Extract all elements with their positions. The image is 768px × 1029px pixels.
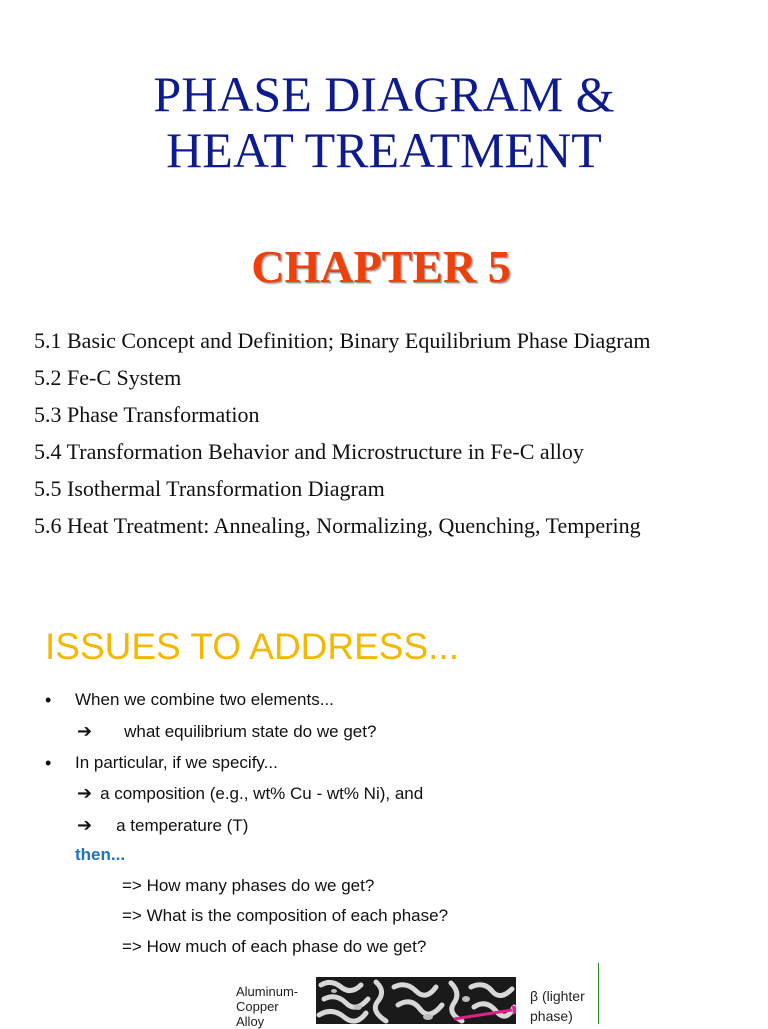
beta-phase-label xyxy=(530,986,585,1026)
question-1: => How many phases do we get? xyxy=(122,876,375,895)
divider-line xyxy=(598,963,599,1024)
right-arrow-icon: ➔ xyxy=(77,815,93,835)
chapter-heading: CHAPTER 5 xyxy=(251,241,511,292)
sub-item-3 xyxy=(77,814,248,836)
bullet-item-1 xyxy=(45,689,334,711)
sub-item-text: a composition (e.g., wt% Cu - wt% Ni), and xyxy=(100,784,424,803)
toc-item-5-2: 5.2 Fe-C System xyxy=(34,365,182,390)
microstructure-figure xyxy=(0,960,768,1029)
slide-title xyxy=(0,66,768,178)
right-arrow-icon: ➔ xyxy=(77,721,93,741)
bullet-dot: • xyxy=(45,690,52,710)
toc-item-5-1: 5.1 Basic Concept and Definition; Binary Equilibrium Phase Diagram xyxy=(34,328,651,353)
sub-item-2 xyxy=(77,782,423,804)
bullet-item-2 xyxy=(45,752,278,774)
alloy-label xyxy=(236,984,298,1029)
toc-item-5-4: 5.4 Transformation Behavior and Microstructure in Fe-C alloy xyxy=(34,439,584,464)
issues-slide xyxy=(0,600,768,1029)
alloy-label-line-2: Copper xyxy=(236,999,279,1014)
sub-item-text: a temperature (T) xyxy=(116,816,249,835)
title-line-1: PHASE DIAGRAM & xyxy=(153,66,615,122)
sub-item-1 xyxy=(77,720,376,742)
beta-label-line-2: phase) xyxy=(530,1008,573,1024)
toc-item-5-6: 5.6 Heat Treatment: Annealing, Normalizing, Quenching, Tempering xyxy=(34,513,641,538)
sub-item-text: what equilibrium state do we get? xyxy=(124,722,377,741)
bullet-text: In particular, if we specify... xyxy=(75,753,278,772)
bullet-dot: • xyxy=(45,753,52,773)
beta-label-line-1: β (lighter xyxy=(530,988,585,1004)
question-3: => How much of each phase do we get? xyxy=(122,937,427,956)
alloy-label-line-1: Aluminum- xyxy=(236,984,299,999)
then-label: then... xyxy=(75,845,126,864)
bullet-text: When we combine two elements... xyxy=(75,690,334,709)
title-line-2: HEAT TREATMENT xyxy=(166,122,602,178)
table-of-contents xyxy=(34,322,651,544)
microstructure-image xyxy=(316,977,516,1024)
question-2: => What is the composition of each phase? xyxy=(122,906,449,925)
toc-item-5-5: 5.5 Isothermal Transformation Diagram xyxy=(34,476,385,501)
issues-heading: ISSUES TO ADDRESS... xyxy=(45,626,459,667)
alloy-label-line-3: Alloy xyxy=(236,1014,265,1029)
right-arrow-icon: ➔ xyxy=(77,783,93,803)
toc-item-5-3: 5.3 Phase Transformation xyxy=(34,402,260,427)
